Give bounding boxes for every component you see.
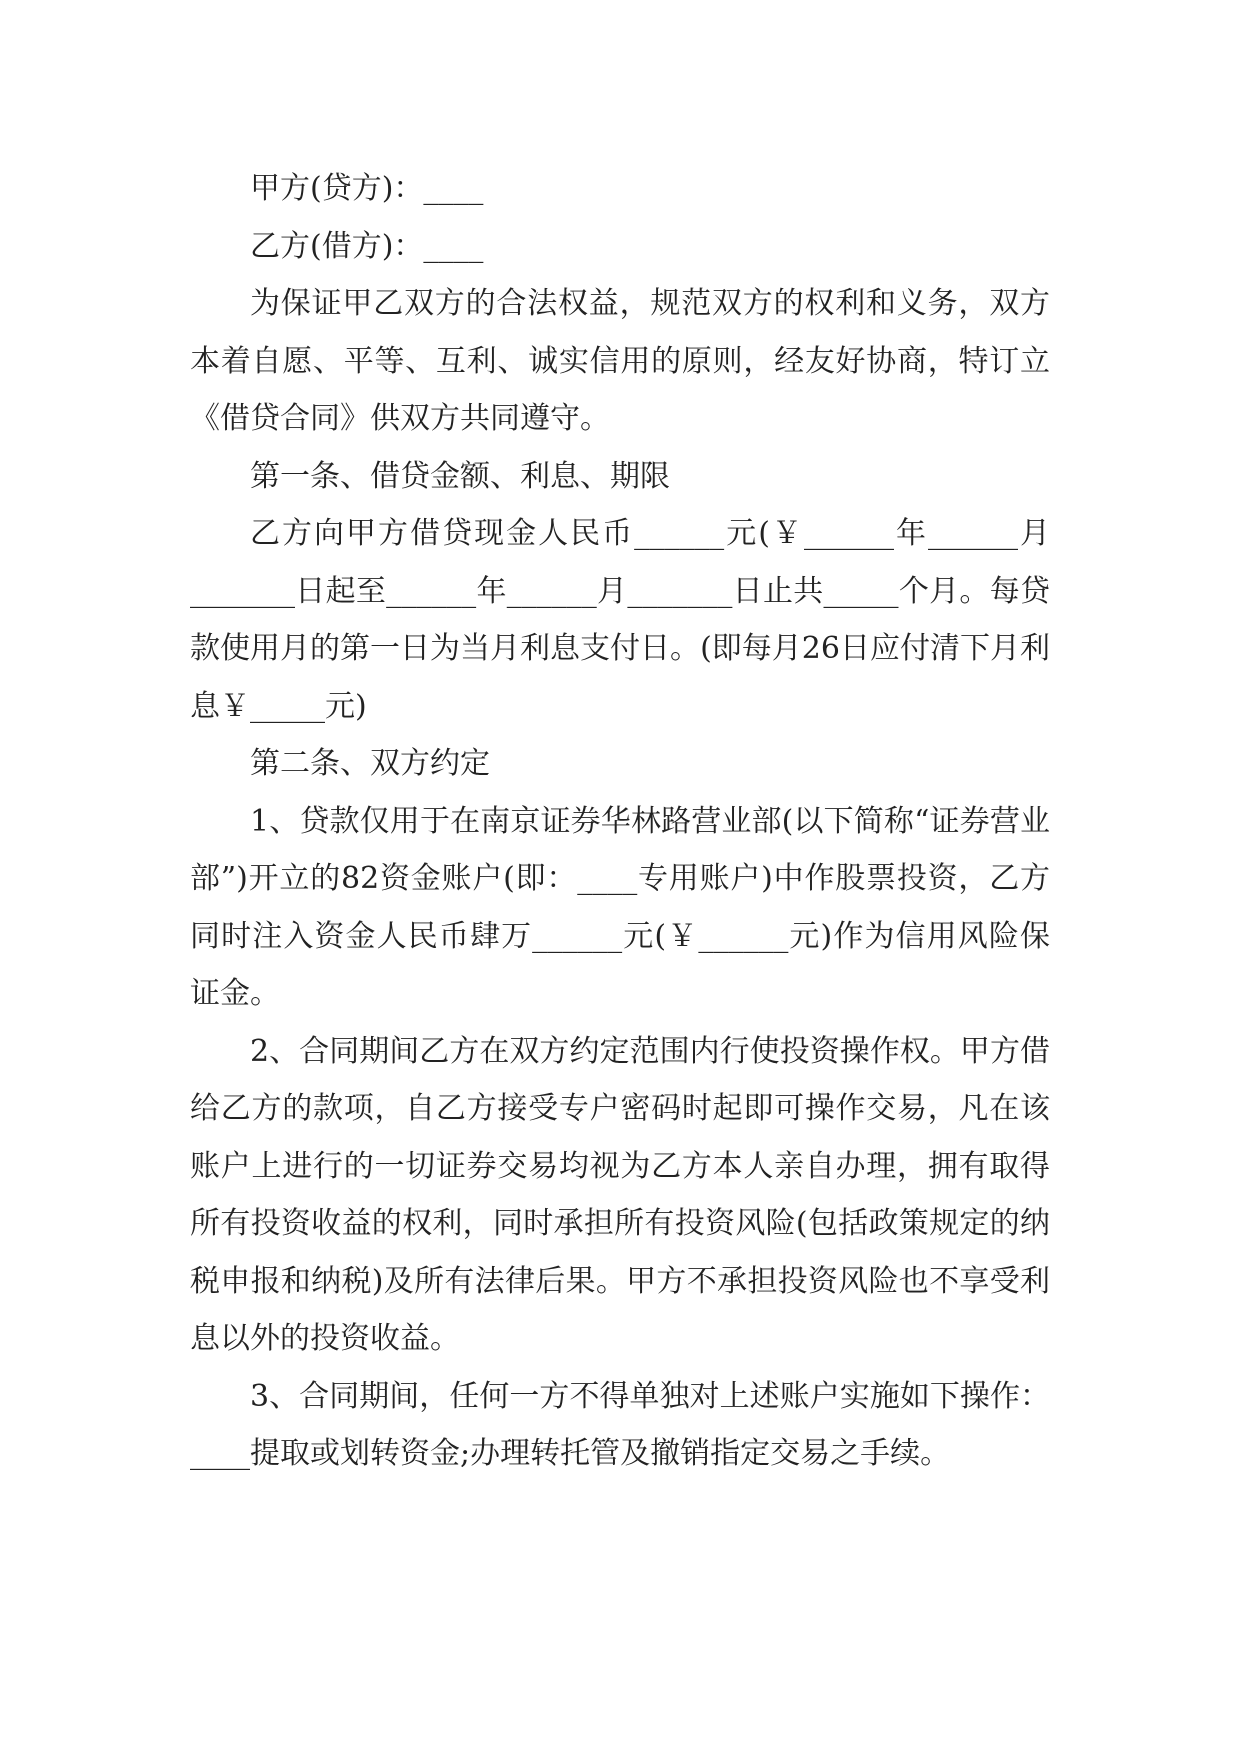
- party-b-line: 乙方(借方)：____: [250, 228, 484, 264]
- preamble-paragraph: 为保证甲乙双方的合法权益，规范双方的权利和义务，双方本着自愿、平等、互利、诚实信用的原则，经友好协商，特订立《借贷合同》供双方共同遵守。: [190, 286, 1050, 436]
- party-a-line: 甲方(贷方)：____: [250, 171, 484, 206]
- article-1-title: 第一条、借贷金额、利息、期限: [250, 458, 670, 494]
- clause-2-paragraph: 2、合同期间乙方在双方约定范围内行使投资操作权。甲方借给乙方的款项，自乙方接受专户密码时起即可操作交易，凡在该账户上进行的一切证券交易均视为乙方本人亲自办理，拥有取得所有投资收益的权利，同时承担所有投资风险(包括政策规定的纳税申报和纳税)及所有法律后果。甲方不承担投资风险也不享受利息以外的投资收益。: [190, 1033, 1050, 1356]
- article-1-body: 乙方向甲方借贷现金人民币______元(￥______年______月_______日起至______年______月_______日止共_____个月。每贷款使用月的第一日为当月利息支付日。(即每月26日应付清下月利息￥_____元): [190, 516, 1050, 724]
- document-body: [190, 160, 1050, 1483]
- article-2-title: 第二条、双方约定: [250, 746, 490, 781]
- clause-3-paragraph: 3、合同期间，任何一方不得单独对上述账户实施如下操作：____提取或划转资金;办理转托管及撤销指定交易之手续。: [190, 1378, 1050, 1471]
- clause-1-paragraph: 1、贷款仅用于在南京证券华林路营业部(以下简称“证券营业部”)开立的82资金账户(即：____专用账户)中作股票投资，乙方同时注入资金人民币肆万______元(￥______元)作为信用风险保证金。: [190, 803, 1050, 1011]
